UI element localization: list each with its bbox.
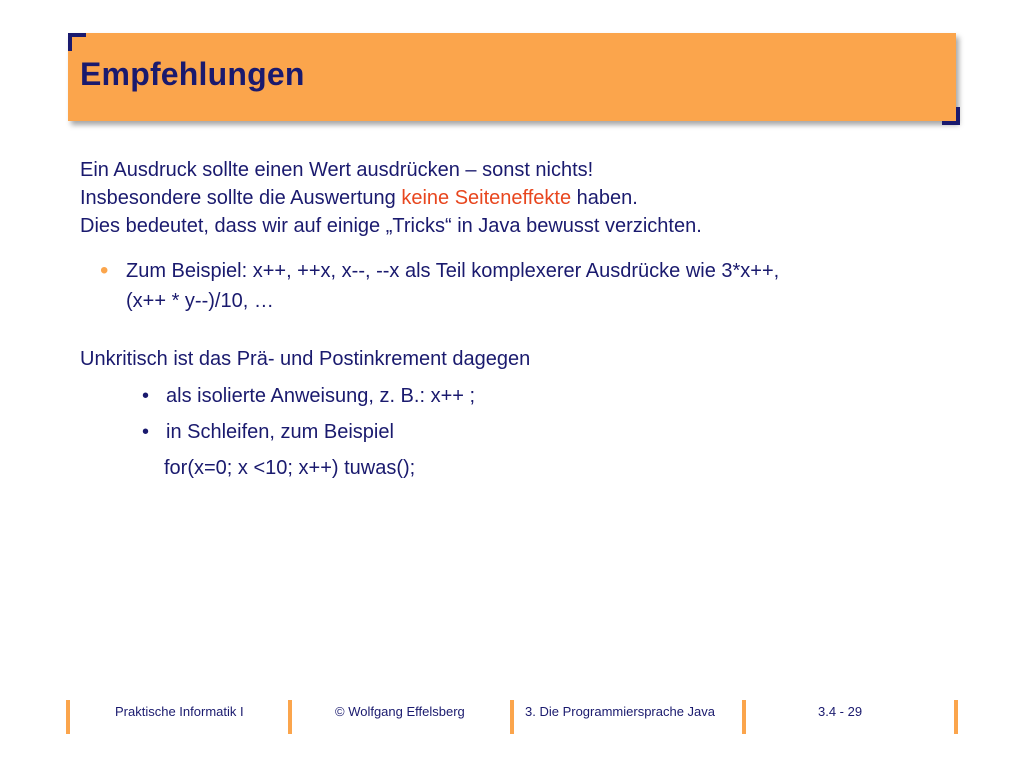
intro-line-3: Dies bedeutet, dass wir auf einige „Tricks“ in Java bewusst verzichten.	[80, 215, 702, 237]
footer-author: © Wolfgang Effelsberg	[335, 704, 465, 719]
sub-bullet-dot-icon: •	[142, 385, 150, 407]
example-bullet	[100, 256, 920, 316]
intro-line-1: Ein Ausdruck sollte einen Wert ausdrücken – sonst nichts!	[80, 159, 594, 181]
sub-item-label: in Schleifen, zum Beispiel	[166, 421, 394, 443]
code-example: for(x=0; x <10; x++) tuwas();	[164, 457, 416, 479]
footer-divider	[954, 700, 958, 734]
intro-highlight: keine Seiteneffekte	[401, 187, 572, 209]
footer-divider	[288, 700, 292, 734]
sub-item-isolated	[142, 381, 475, 411]
title-corner-top-left	[68, 33, 86, 51]
example-line-2: (x++ * y--)/10, …	[126, 290, 274, 312]
intro-paragraph	[80, 156, 702, 240]
intro-line-2-before: Insbesondere sollte die Auswertung	[80, 187, 402, 209]
footer-course: Praktische Informatik I	[115, 704, 244, 719]
intro-line-2	[80, 184, 702, 212]
slide-title: Empfehlungen	[80, 56, 305, 92]
intro-line-2-after: haben.	[571, 187, 638, 209]
sub-item-loops	[142, 417, 394, 447]
example-bullet-text	[100, 256, 920, 316]
footer-divider	[742, 700, 746, 734]
bullet-dot-icon: •	[100, 257, 109, 284]
sub-item-label: als isolierte Anweisung, z. B.: x++ ;	[166, 385, 476, 407]
title-corner-bottom-right	[942, 107, 960, 125]
footer-page-number: 3.4 - 29	[818, 704, 863, 719]
sub-bullet-dot-icon: •	[142, 421, 150, 443]
example-line-1: Zum Beispiel: x++, ++x, x--, --x als Teil komplexerer Ausdrücke wie 3*x++,	[126, 260, 780, 282]
section2-heading: Unkritisch ist das Prä- und Postinkrement dagegen	[80, 348, 531, 370]
footer-chapter: 3. Die Programmiersprache Java	[525, 704, 716, 719]
footer-divider	[66, 700, 70, 734]
footer-divider	[510, 700, 514, 734]
